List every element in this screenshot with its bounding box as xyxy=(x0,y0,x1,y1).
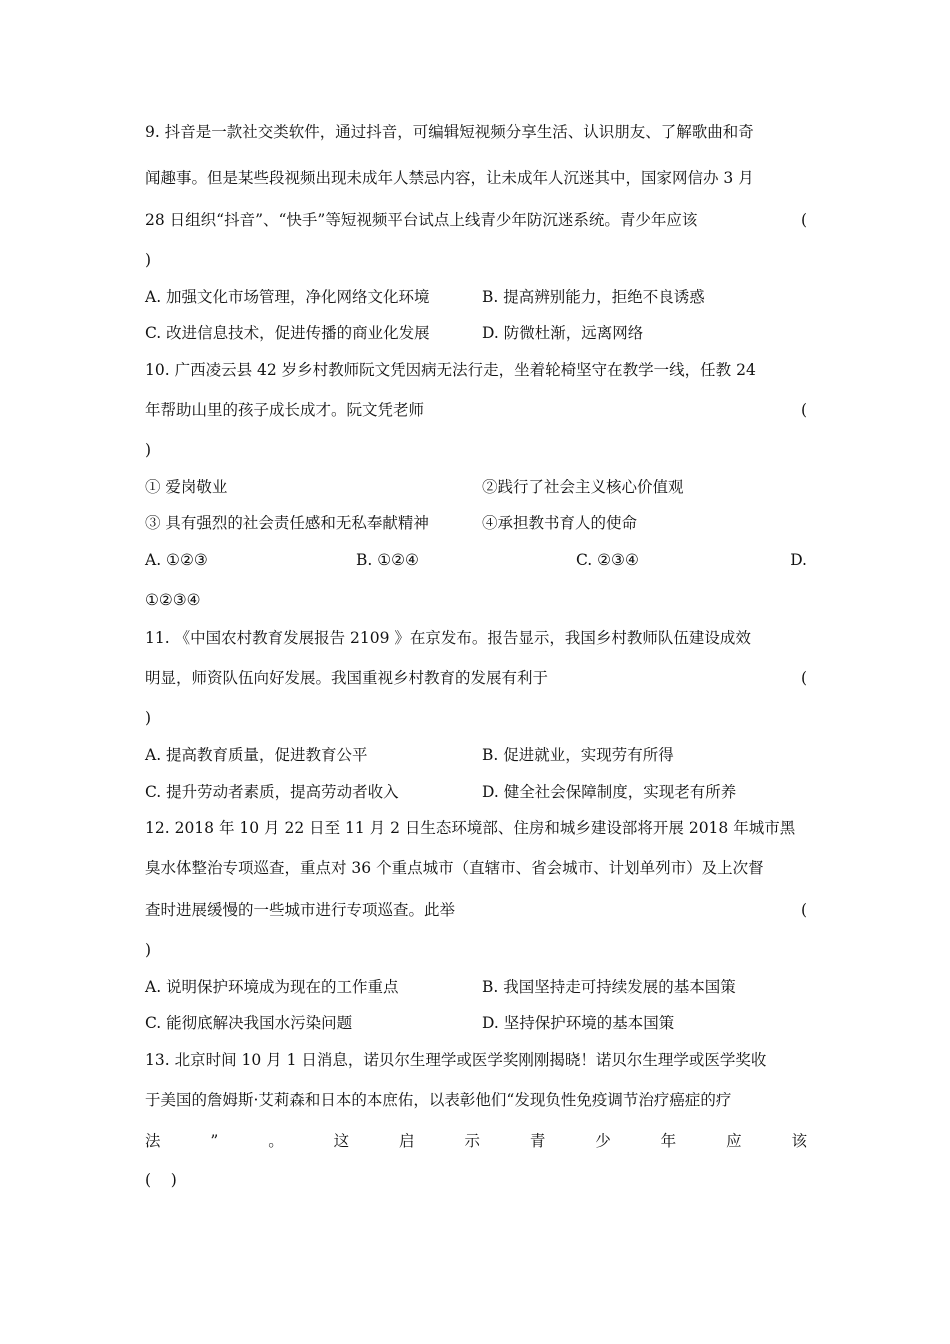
q9-option-b: B. 提高辨别能力，拒绝不良诱惑 xyxy=(482,288,705,306)
q10-option-d: D. xyxy=(790,551,807,569)
q11-option-b: B. 促进就业，实现劳有所得 xyxy=(482,746,674,764)
q12-answer-paren-open: ( xyxy=(800,901,807,919)
q13-stem-char: 示 xyxy=(464,1132,480,1150)
q10-answer-paren-close: ) xyxy=(145,441,152,459)
q12-options-row1 xyxy=(145,977,807,997)
q12-stem-text: 查时进展缓慢的一些城市进行专项巡查。此举 xyxy=(145,901,456,919)
q13-stem-char: 法 xyxy=(145,1132,161,1150)
q12-option-b: B. 我国坚持走可持续发展的基本国策 xyxy=(482,978,736,996)
q12-stem-line2: 臭水体整治专项巡查，重点对 36 个重点城市（直辖市、省会城市、计划单列市）及上次督 xyxy=(145,859,764,877)
q9-stem-text: 28 日组织“抖音”、“快手”等短视频平台试点上线青少年防沉迷系统。青少年应该 xyxy=(145,211,698,229)
q10-options-row xyxy=(145,550,807,570)
q11-option-c: C. 提升劳动者素质，提高劳动者收入 xyxy=(145,783,399,801)
q11-options-row2 xyxy=(145,782,807,802)
q11-option-d: D. 健全社会保障制度，实现老有所养 xyxy=(482,783,737,801)
q11-options-row1 xyxy=(145,745,807,765)
q13-stem-char: 年 xyxy=(660,1132,677,1150)
q10-option-b: B. ①②④ xyxy=(356,551,419,569)
q9-stem-line3 xyxy=(145,210,807,230)
q13-stem-line1: 13. 北京时间 10 月 1 日消息，诺贝尔生理学或医学奖刚刚揭晓！诺贝尔生理学或医学奖收 xyxy=(145,1051,767,1069)
q13-stem-char: 该 xyxy=(791,1132,807,1150)
q10-answer-paren-open: ( xyxy=(800,401,807,419)
q9-answer-paren-close: ) xyxy=(145,251,152,269)
q10-statement-1: ① 爱岗敬业 xyxy=(145,478,228,496)
q10-stem-text: 年帮助山里的孩子成长成才。阮文凭老师 xyxy=(145,401,425,419)
q10-statement-2: ②践行了社会主义核心价值观 xyxy=(482,478,684,496)
q13-stem-char: 青 xyxy=(529,1132,546,1150)
q11-stem-line1: 11. 《中国农村教育发展报告 2109 》在京发布。报告显示，我国乡村教师队伍建设成效 xyxy=(145,629,751,647)
q9-option-d: D. 防微杜渐，远离网络 xyxy=(482,324,644,342)
q9-stem-line1: 9. 抖音是一款社交类软件，通过抖音，可编辑短视频分享生活、认识朋友、了解歌曲和奇 xyxy=(145,123,754,141)
q12-option-a: A. 说明保护环境成为现在的工作重点 xyxy=(145,978,399,996)
q11-stem-text: 明显，师资队伍向好发展。我国重视乡村教育的发展有利于 xyxy=(145,669,549,687)
q9-option-c: C. 改进信息技术，促进传播的商业化发展 xyxy=(145,324,430,342)
q10-statements-row1 xyxy=(145,477,807,497)
q12-option-d: D. 坚持保护环境的基本国策 xyxy=(482,1014,675,1032)
q12-options-row2 xyxy=(145,1013,807,1033)
q9-option-a: A. 加强文化市场管理，净化网络文化环境 xyxy=(145,288,430,306)
q9-stem-line2: 闻趣事。但是某些段视频出现未成年人禁忌内容，让未成年人沉迷其中，国家网信办 3 月 xyxy=(145,169,754,187)
q10-statement-4: ④承担教书育人的使命 xyxy=(482,514,638,532)
q9-options-row2 xyxy=(145,323,807,343)
q13-stem-char: 这 xyxy=(333,1132,350,1150)
q13-stem-char: 少 xyxy=(595,1132,611,1150)
q12-answer-paren-close: ) xyxy=(145,941,152,959)
q12-stem-line1: 12. 2018 年 10 月 22 日至 11 月 2 日生态环境部、住房和城乡建设部将开展 2018 年城市黑 xyxy=(145,819,796,837)
q10-stem-line2 xyxy=(145,400,807,420)
q10-statements-row2 xyxy=(145,513,807,533)
q10-statement-3: ③ 具有强烈的社会责任感和无私奉献精神 xyxy=(145,514,429,532)
q11-answer-paren-open: ( xyxy=(800,669,807,687)
q13-answer-paren: ( ) xyxy=(145,1171,177,1189)
q10-option-a: A. ①②③ xyxy=(145,551,208,569)
q13-stem-char: 启 xyxy=(399,1132,415,1150)
q11-option-a: A. 提高教育质量，促进教育公平 xyxy=(145,746,368,764)
q9-options-row1 xyxy=(145,287,807,307)
q11-answer-paren-close: ) xyxy=(145,709,152,727)
q13-stem-line2: 于美国的詹姆斯·艾莉森和日本的本庶佑，以表彰他们“发现负性免疫调节治疗癌症的疗 xyxy=(145,1091,732,1109)
q12-option-c: C. 能彻底解决我国水污染问题 xyxy=(145,1014,353,1032)
q11-stem-line2 xyxy=(145,668,807,688)
q12-stem-line3 xyxy=(145,900,807,920)
q10-option-c: C. ②③④ xyxy=(576,551,639,569)
q13-stem-char: 。 xyxy=(268,1132,284,1150)
q13-stem-char: 应 xyxy=(726,1132,742,1150)
q10-option-d-value: ①②③④ xyxy=(145,591,201,609)
q13-stem-char: ” xyxy=(210,1132,219,1150)
q13-stem-line3 xyxy=(145,1131,807,1151)
q9-answer-paren-open: ( xyxy=(800,211,807,229)
q10-stem-line1: 10. 广西凌云县 42 岁乡村教师阮文凭因病无法行走，坐着轮椅坚守在教学一线，任教 24 xyxy=(145,361,756,379)
